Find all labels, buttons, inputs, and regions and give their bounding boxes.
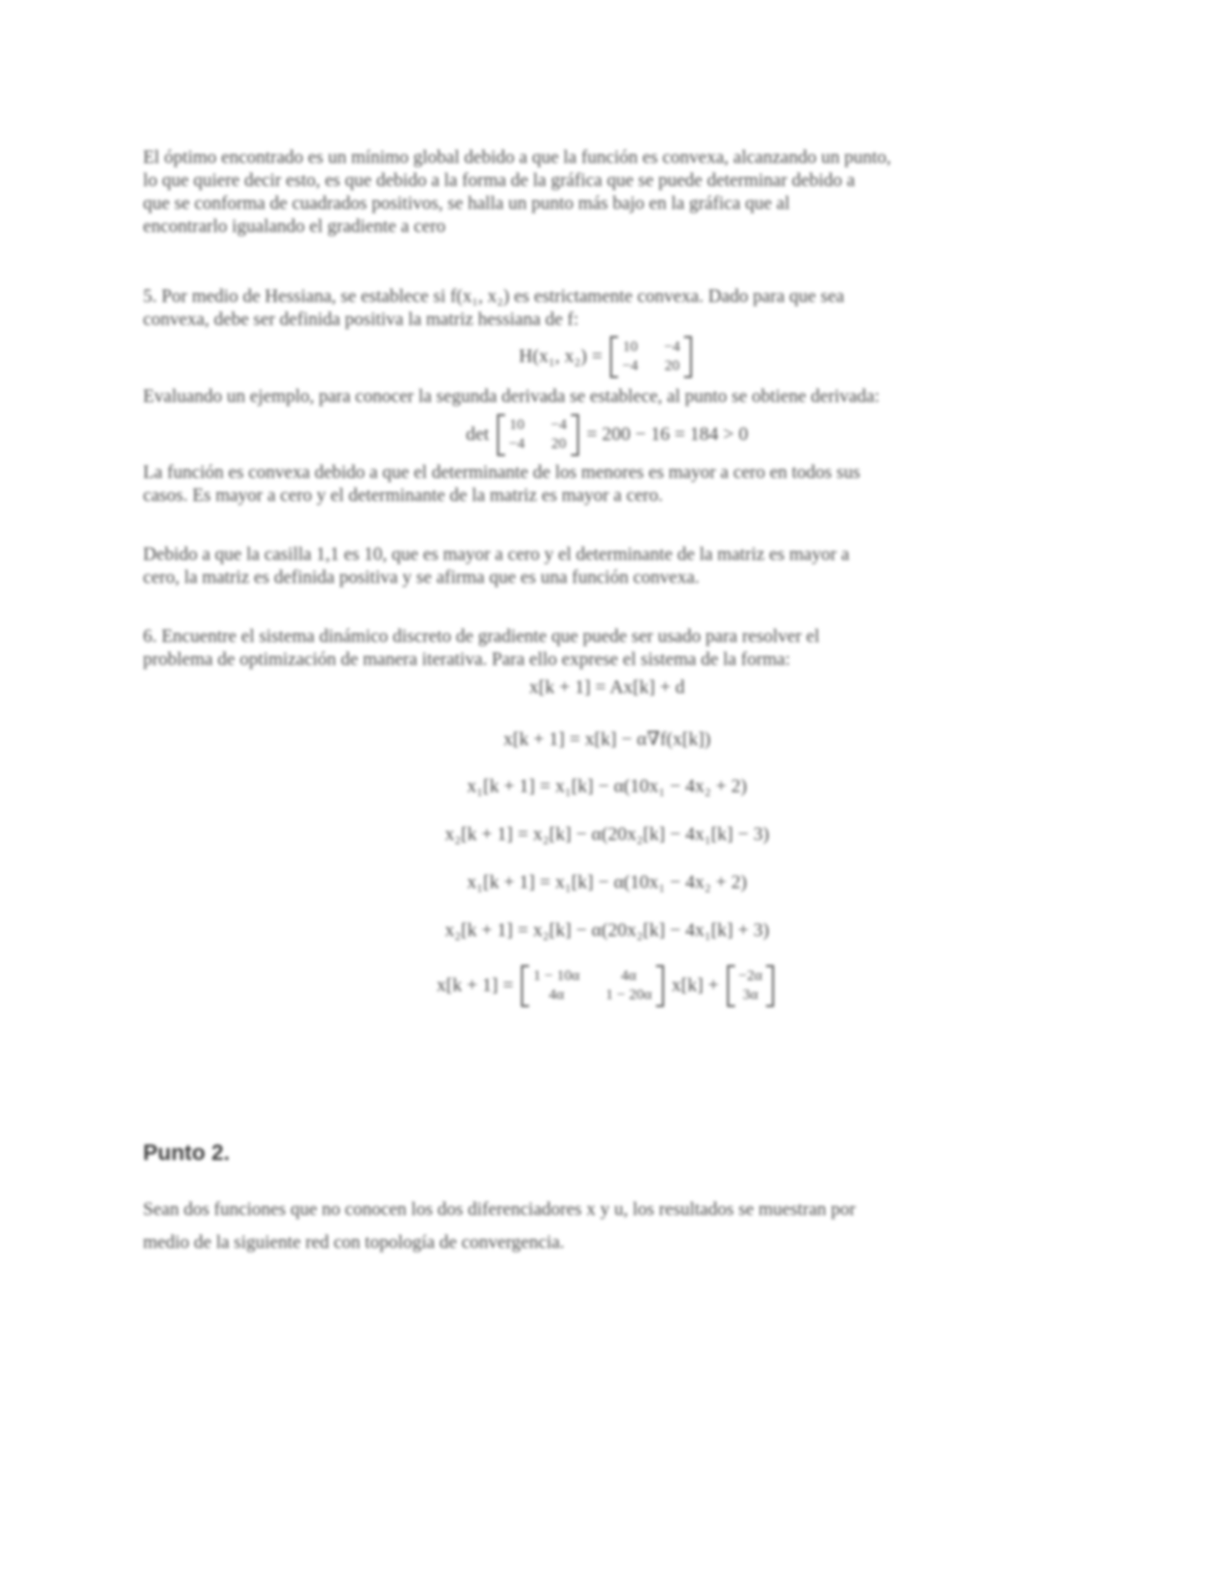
hessian-equation (143, 336, 1071, 378)
paragraph-positive-definite (143, 544, 1071, 590)
matrix-a (521, 965, 664, 1007)
matrix-entry: 10 (509, 417, 525, 433)
final-mid: x[k] + (671, 975, 719, 996)
matrix-entry: 1 − 10α (533, 968, 580, 984)
matrix-entries (505, 414, 571, 456)
paragraph-optimum (143, 147, 1071, 239)
hessian-lhs: H(x₁, x₂) = (518, 346, 603, 367)
hessian-matrix (610, 336, 692, 378)
det-label: det (465, 424, 490, 445)
text-line: problema de optimización de manera iterativa. Para ello exprese el sistema de la forma: (143, 650, 791, 670)
equation-line: x[k + 1] = Ax[k] + d (529, 677, 685, 698)
vector-entry: 3α (742, 987, 759, 1003)
left-bracket (610, 336, 618, 378)
right-bracket (656, 965, 664, 1007)
text-line: Sean dos funciones que no conocen los dos diferenciadores x y u, los resultados se muestran por (143, 1200, 856, 1220)
matrix-entry: −4 (622, 358, 639, 374)
matrix-entry: −4 (508, 436, 525, 452)
paragraph-convexity (143, 462, 1071, 508)
vector-entries (735, 965, 767, 1007)
matrix-entry: −4 (550, 417, 567, 433)
text-line: 5. Por medio de Hessiana, se establece si f(x₁, x₂) es estrictamente convexa. Dado para que sea (143, 287, 845, 307)
left-bracket (727, 965, 735, 1007)
equation-line: x₁[k + 1] = x₁[k] − α(10x₁ − 4x₂ + 2) (467, 776, 747, 797)
det-matrix (497, 414, 579, 456)
final-lhs: x[k + 1] = (436, 975, 514, 996)
text-line: cero, la matriz es definida positiva y se afirma que es una función convexa. (143, 568, 700, 588)
left-bracket (497, 414, 505, 456)
text-line: Evaluando un ejemplo, para conocer la segunda derivada se establece, al punto se obtiene derivada: (143, 387, 880, 407)
right-bracket (766, 965, 774, 1007)
matrix-entry: 1 − 20α (605, 987, 652, 1003)
text-line: medio de la siguiente red con topología de convergencia. (143, 1233, 565, 1253)
equation-line: x₂[k + 1] = x₂[k] − α(20x₂[k] − 4x₁[k] + 3) (444, 920, 770, 941)
text-line: La función es convexa debido a que el determinante de los menores es mayor a cero en todos sus (143, 463, 861, 483)
equation-line: x₁[k + 1] = x₁[k] − α(10x₁ − 4x₂ + 2) (467, 872, 747, 893)
paragraph-hessian-intro (143, 286, 1071, 332)
text-line: que se conforma de cuadrados positivos, se halla un punto más bajo en la gráfica que al (143, 194, 790, 214)
text-line: encontrarlo igualando el gradiente a cero (143, 217, 446, 237)
equation-line: x[k + 1] = x[k] − α∇f(x[k]) (503, 729, 711, 750)
matrix-entry: 20 (664, 358, 680, 374)
text-line: convexa, debe ser definida positiva la matriz hessiana de f: (143, 310, 579, 330)
section-heading: Punto 2. (143, 1140, 230, 1165)
matrix-entries (529, 965, 656, 1007)
text-line: casos. Es mayor a cero y el determinante de la matriz es mayor a cero. (143, 486, 663, 506)
text-line: Debido a que la casilla 1,1 es 10, que es mayor a cero y el determinante de la matriz es mayor a (143, 545, 850, 565)
text-line: lo que quiere decir esto, es que debido a la forma de la gráfica que se puede determinar debido a (143, 171, 855, 191)
matrix-entries (618, 336, 684, 378)
vector-d (727, 965, 775, 1007)
paragraph-point-2 (143, 1194, 1071, 1260)
left-bracket (521, 965, 529, 1007)
matrix-entry: 4α (621, 968, 637, 984)
matrix-entry: 20 (551, 436, 567, 452)
vector-entry: −2α (738, 968, 763, 984)
det-result: = 200 − 16 = 184 > 0 (586, 424, 749, 445)
equation-line: x₂[k + 1] = x₂[k] − α(20x₂[k] − 4x₁[k] − 3) (444, 824, 770, 845)
final-system-equation (143, 965, 1071, 1007)
matrix-entry: 10 (622, 339, 638, 355)
text-line: El óptimo encontrado es un mínimo global debido a que la función es convexa, alcanzando un punto, (143, 148, 892, 168)
paragraph-evaluation (143, 386, 1071, 409)
paragraph-gradient-system (143, 626, 1071, 672)
right-bracket (571, 414, 579, 456)
determinant-equation (143, 414, 1071, 456)
matrix-entry: −4 (664, 339, 681, 355)
right-bracket (684, 336, 692, 378)
text-line: 6. Encuentre el sistema dinámico discreto de gradiente que puede ser usado para resolver el (143, 627, 820, 647)
matrix-entry: 4α (548, 987, 565, 1003)
